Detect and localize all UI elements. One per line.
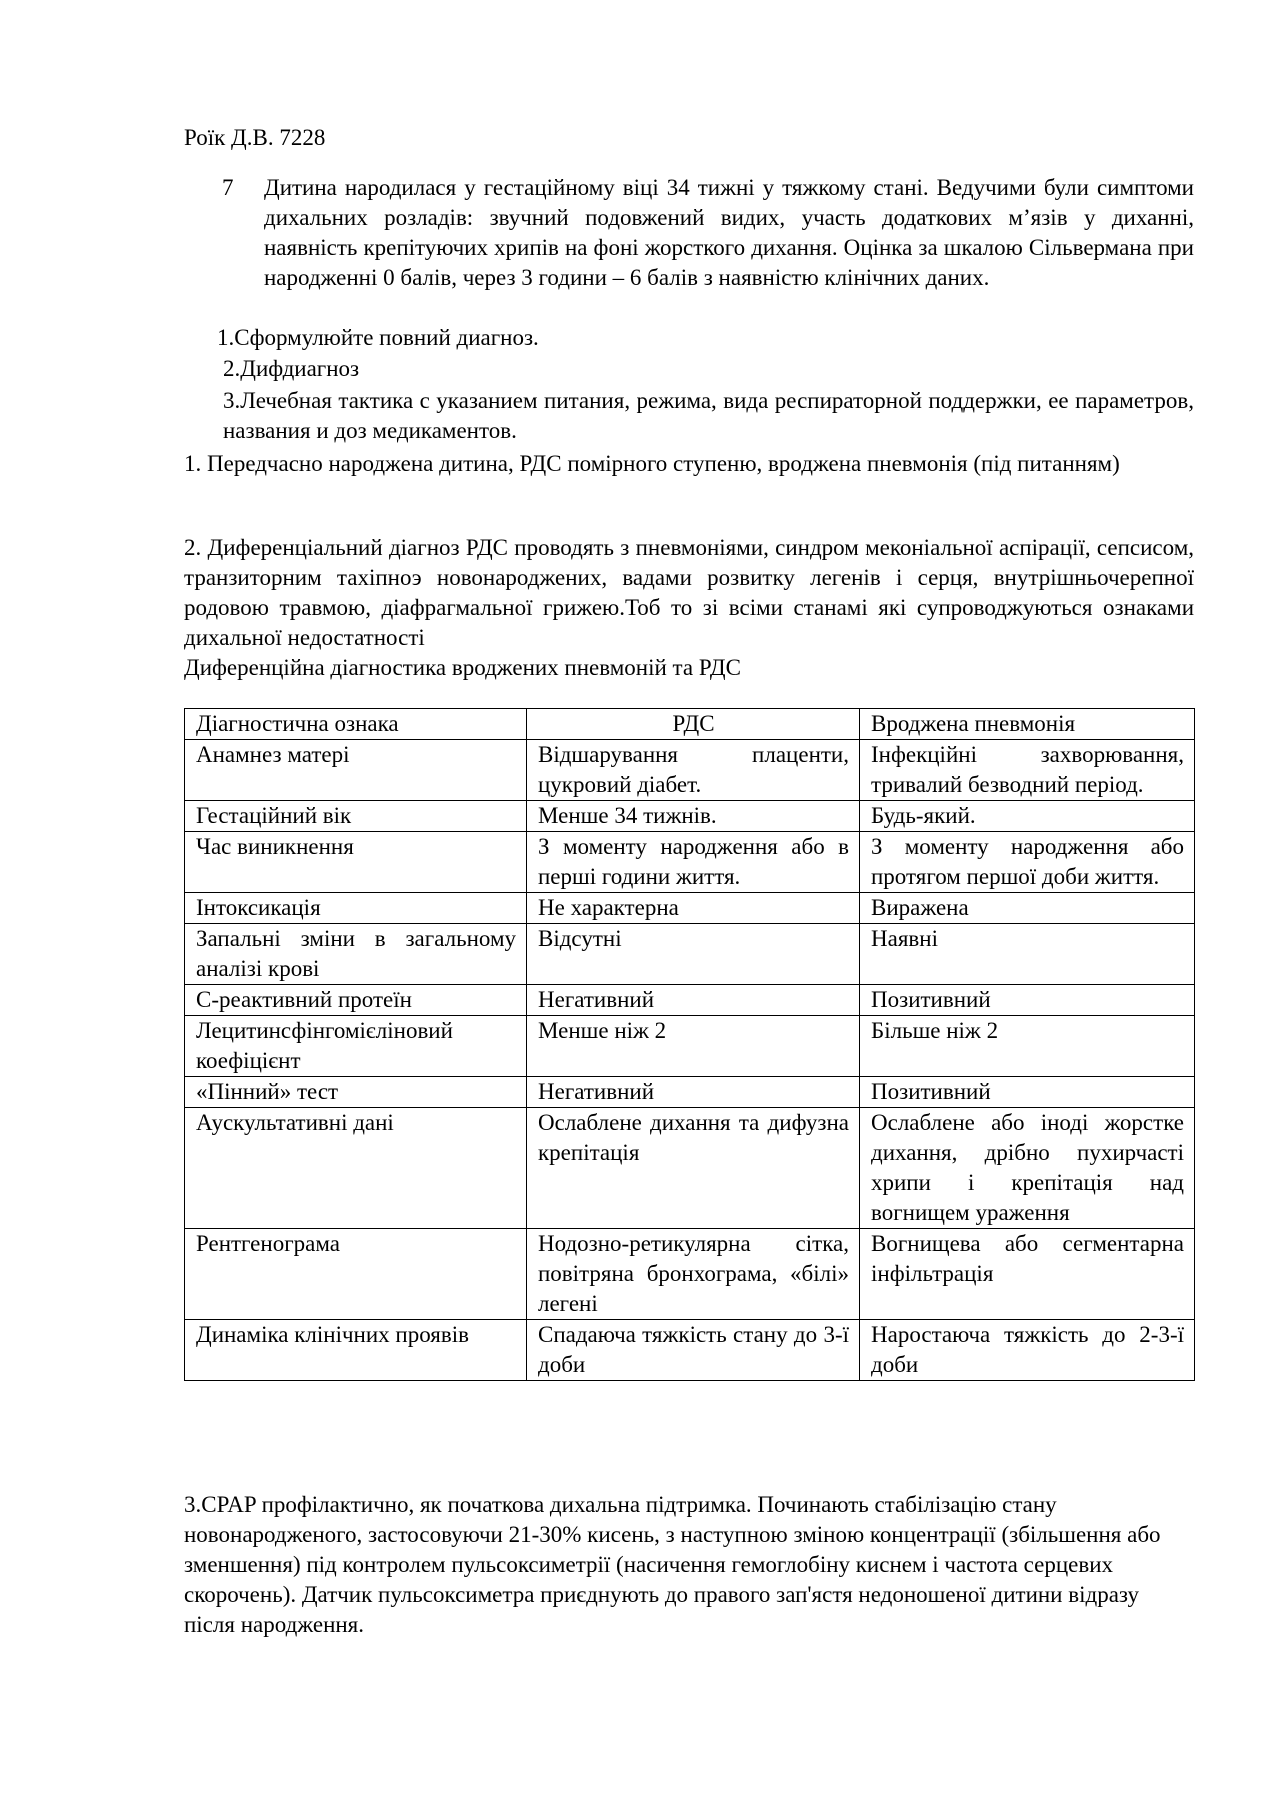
table-cell: Відсутні (527, 924, 860, 985)
table-cell: Менше 34 тижнів. (527, 801, 860, 832)
table-cell: Наростаюча тяжкість до 2-3-ї доби (860, 1320, 1195, 1381)
task-number: 7 (222, 175, 234, 200)
table-cell: Рентгенограма (185, 1229, 527, 1320)
table-row (185, 1108, 1195, 1229)
table-row (185, 985, 1195, 1016)
table-cell: Гестаційний вік (185, 801, 527, 832)
answer-3: 3.CPAP профілактично, як початкова дихальна підтримка. Починають стабілізацію стану новонародженого, застосовуючи 21-30% кисень, з наступною зміною концентрації (збільшення або зменшення) під контролем пульсоксиметрії (насичення гемоглобіну киснем і частота серцевих скорочень). Датчик пульсоксиметра приєднують до правого зап'ястя недоношеної дитини відразу після народження. (184, 1492, 1161, 1637)
header-cell: РДС (527, 709, 860, 740)
table-cell: Менше ніж 2 (527, 1016, 860, 1077)
table-cell: Ослаблене або іноді жорстке дихання, дрібно пухирчасті хрипи і крепітація над вогнищем ураження (860, 1108, 1195, 1229)
table-caption: Диференційна діагностика вроджених пневмоній та РДС (184, 655, 741, 680)
table-row (185, 1016, 1195, 1077)
header-cell: Вроджена пневмонія (860, 709, 1195, 740)
question-2: 2.Дифдиагноз (223, 356, 360, 381)
table-row (185, 1229, 1195, 1320)
table-cell: Інтоксикація (185, 893, 527, 924)
table-cell: Будь-який. (860, 801, 1195, 832)
table-row (185, 832, 1195, 893)
table-cell: З моменту народження або протягом першої доби життя. (860, 832, 1195, 893)
table-cell: Інфекційні захворювання, тривалий безводний період. (860, 740, 1195, 801)
table-row (185, 801, 1195, 832)
table-cell: Ослаблене дихання та дифузна крепітація (527, 1108, 860, 1229)
table-cell: Анамнез матері (185, 740, 527, 801)
table-header-row (185, 709, 1195, 740)
table-cell: Негативний (527, 1077, 860, 1108)
table-cell: Аускультативні дані (185, 1108, 527, 1229)
table-cell: Лецитинсфінгомієліновий коефіцієнт (185, 1016, 527, 1077)
table-cell: Вогнищева або сегментарна інфільтрація (860, 1229, 1195, 1320)
table-cell: Негативний (527, 985, 860, 1016)
table-cell: З моменту народження або в перші години життя. (527, 832, 860, 893)
differential-table-wrapper (184, 708, 1194, 1381)
table-cell: Час виникнення (185, 832, 527, 893)
table-cell: «Пінний» тест (185, 1077, 527, 1108)
task-block (222, 173, 1194, 293)
table-cell: Більше ніж 2 (860, 1016, 1195, 1077)
question-3: 3.Лечебная тактика с указанием питания, режима, вида респираторной поддержки, ее параметров, названия и доз медикаментов. (223, 388, 1194, 443)
answer-1: 1. Передчасно народжена дитина, РДС помірного ступеню, вроджена пневмонія (під питанням) (184, 451, 1120, 476)
table-row (185, 740, 1195, 801)
table-row (185, 924, 1195, 985)
answer-2: 2. Диференціальний діагноз РДС проводять з пневмоніями, синдром меконіальної аспірації, сепсисом, транзиторним тахіпноэ новонароджених, вадами розвитку легенів і серця, внутрішньочерепної родовою травмою, діафрагмальної грижею.Тоб то зі всіми станамі які супроводжуються ознаками дихальної недостатності (184, 535, 1194, 650)
table-row (185, 893, 1195, 924)
differential-table (184, 708, 1195, 1381)
table-cell: Позитивний (860, 1077, 1195, 1108)
table-row (185, 1077, 1195, 1108)
table-cell: Відшарування плаценти, цукровий діабет. (527, 740, 860, 801)
task-text: Дитина народилася у гестаційному віці 34 тижні у тяжкому стані. Ведучими були симптоми дихальних розладів: звучний подовжений видих, участь додаткових м’язів у диханні, наявність крепітуючих хрипів на фоні жорсткого дихання. Оцінка за шкалою Сільвермана при народженні 0 балів, через 3 години – 6 балів з наявністю клінічних даних. (264, 175, 1194, 290)
table-row (185, 1320, 1195, 1381)
table-cell: Не характерна (527, 893, 860, 924)
table-cell: Нодозно-ретикулярна сітка, повітряна бронхограма, «білі» легені (527, 1229, 860, 1320)
table-cell: Наявні (860, 924, 1195, 985)
author-header: Роїк Д.В. 7228 (184, 125, 326, 150)
table-cell: Запальні зміни в загальному аналізі крові (185, 924, 527, 985)
table-cell: Позитивний (860, 985, 1195, 1016)
table-cell: Спадаюча тяжкість стану до 3-ї доби (527, 1320, 860, 1381)
header-cell: Діагностична ознака (185, 709, 527, 740)
table-cell: С-реактивний протеїн (185, 985, 527, 1016)
table-cell: Виражена (860, 893, 1195, 924)
question-1: 1.Сформулюйте повний диагноз. (217, 325, 539, 350)
table-cell: Динаміка клінічних проявів (185, 1320, 527, 1381)
